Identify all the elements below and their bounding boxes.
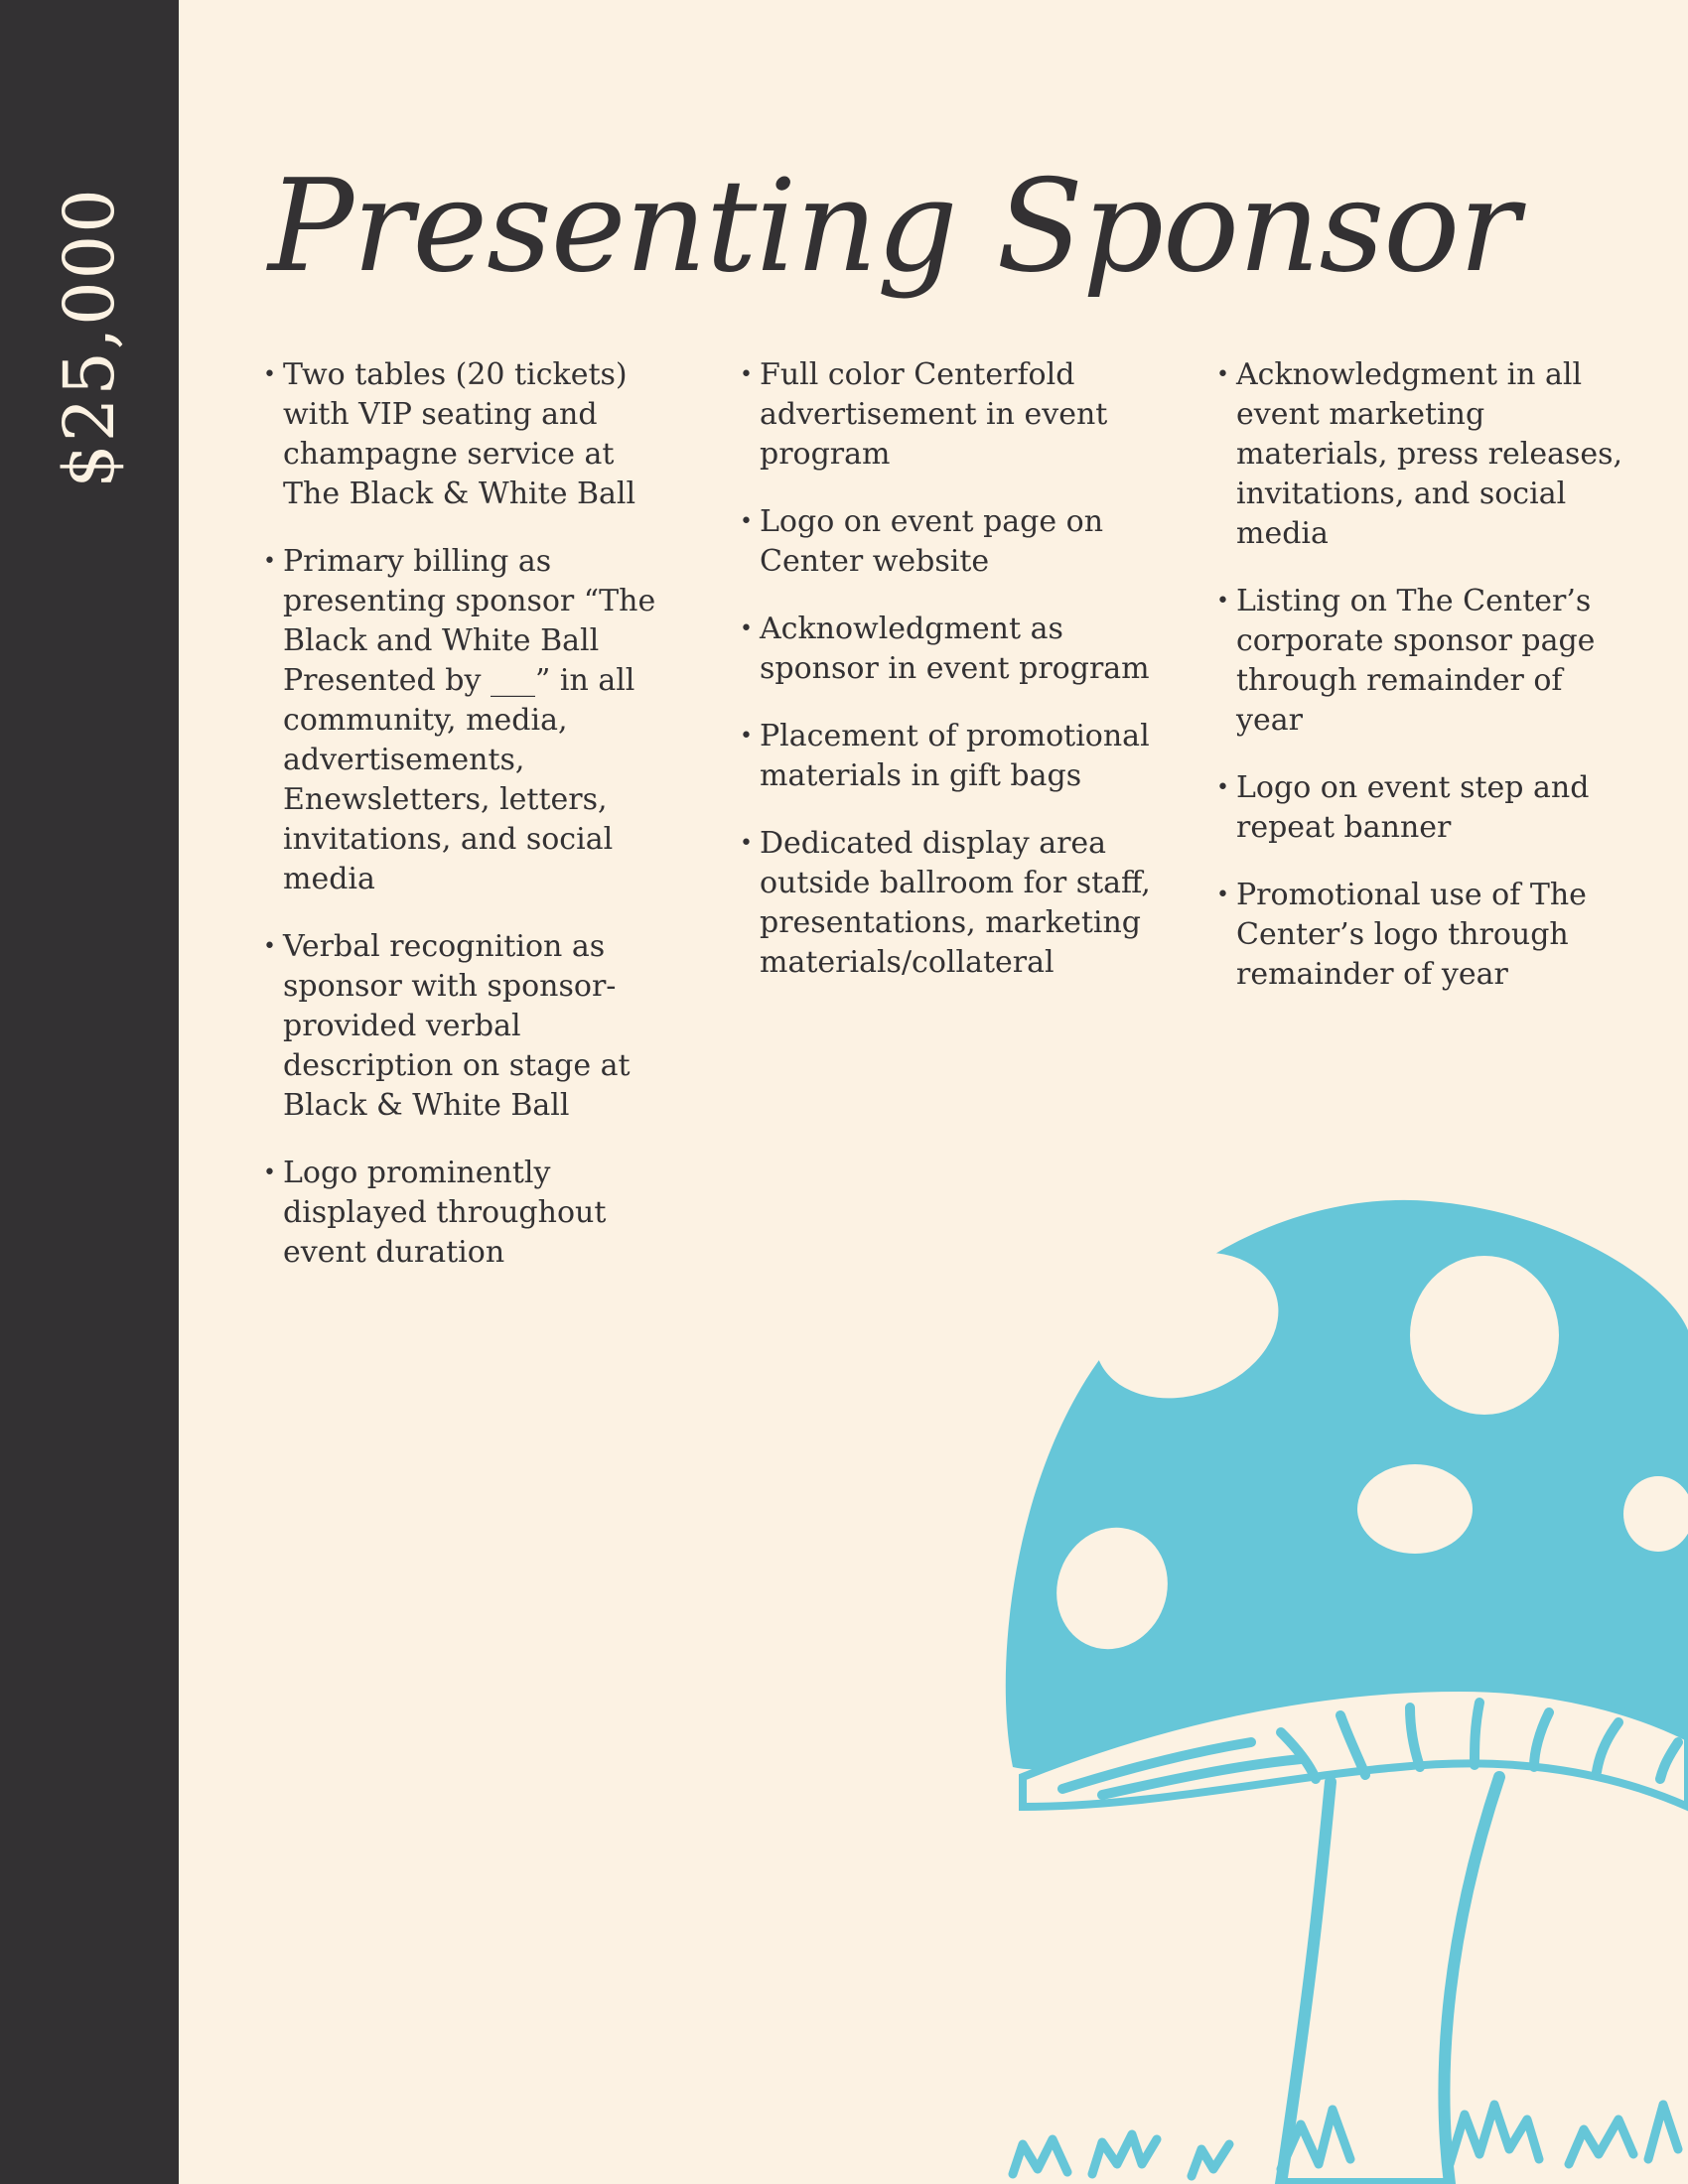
benefit-item	[1216, 876, 1623, 995]
bullet-icon: •	[740, 509, 753, 534]
bullet-icon: •	[263, 1160, 276, 1185]
bullet-icon: •	[263, 934, 276, 959]
bullet-icon: •	[740, 831, 753, 856]
benefit-text: Acknowledgment as sponsor in event program	[760, 612, 1150, 686]
benefit-text: Acknowledgment in all event marketing materials, press releases, invitations, and social media	[1236, 357, 1623, 551]
benefit-text: Logo on event page on Center website	[760, 504, 1104, 579]
benefit-text: Placement of promotional materials in gift bags	[760, 719, 1150, 793]
benefit-text: Logo prominently displayed throughout event duration	[283, 1156, 607, 1270]
bullet-icon: •	[263, 362, 276, 387]
bullet-icon: •	[1216, 775, 1229, 800]
benefit-item	[263, 355, 680, 514]
mushroom-cap	[1006, 1200, 1688, 1769]
benefit-item	[1216, 355, 1623, 554]
bullet-icon: •	[740, 616, 753, 641]
bullet-icon: •	[1216, 883, 1229, 907]
benefit-text: Full color Centerfold advertisement in event program	[760, 357, 1108, 472]
benefit-item	[740, 610, 1157, 689]
benefit-item	[740, 717, 1157, 796]
bullet-icon: •	[1216, 362, 1229, 387]
mushroom-spot	[1410, 1256, 1559, 1415]
benefit-item	[740, 824, 1157, 983]
benefit-text: Verbal recognition as sponsor with sponsor-provided verbal description on stage at Black & White Ball	[283, 929, 631, 1123]
benefit-text: Dedicated display area outside ballroom for staff, presentations, marketing materials/collateral	[760, 826, 1151, 980]
benefit-text: Listing on The Center’s corporate sponsor page through remainder of year	[1236, 584, 1596, 738]
benefit-item	[1216, 768, 1623, 848]
bullet-icon: •	[740, 724, 753, 749]
benefit-text: Logo on event step and repeat banner	[1236, 770, 1590, 845]
bullet-icon: •	[740, 362, 753, 387]
bullet-icon: •	[263, 549, 276, 574]
mushroom-spot	[1357, 1464, 1473, 1554]
benefits-column-1	[263, 355, 680, 1300]
benefit-text: Promotional use of The Center’s logo through remainder of year	[1236, 878, 1587, 992]
page-title: Presenting Sponsor	[268, 153, 1519, 301]
mushroom-illustration	[983, 1171, 1688, 2184]
benefit-item	[1216, 582, 1623, 741]
benefit-item	[740, 502, 1157, 582]
benefits-column-2	[740, 355, 1157, 1011]
benefit-item	[263, 927, 680, 1126]
benefit-item	[263, 542, 680, 899]
benefit-text: Primary billing as presenting sponsor “The Black and White Ball Presented by ___” in all community, media, advertisements, Enewsletters, letters, invitations, and social media	[283, 544, 656, 896]
grass-tufts	[1013, 2105, 1678, 2176]
benefits-column-3	[1216, 355, 1623, 1023]
sponsorship-price: $25,000	[49, 187, 130, 488]
sidebar-band	[0, 0, 179, 2184]
benefit-item	[740, 355, 1157, 475]
benefit-text: Two tables (20 tickets) with VIP seating and champagne service at The Black & White Ball	[283, 357, 636, 511]
bullet-icon: •	[1216, 589, 1229, 614]
benefit-item	[263, 1154, 680, 1273]
